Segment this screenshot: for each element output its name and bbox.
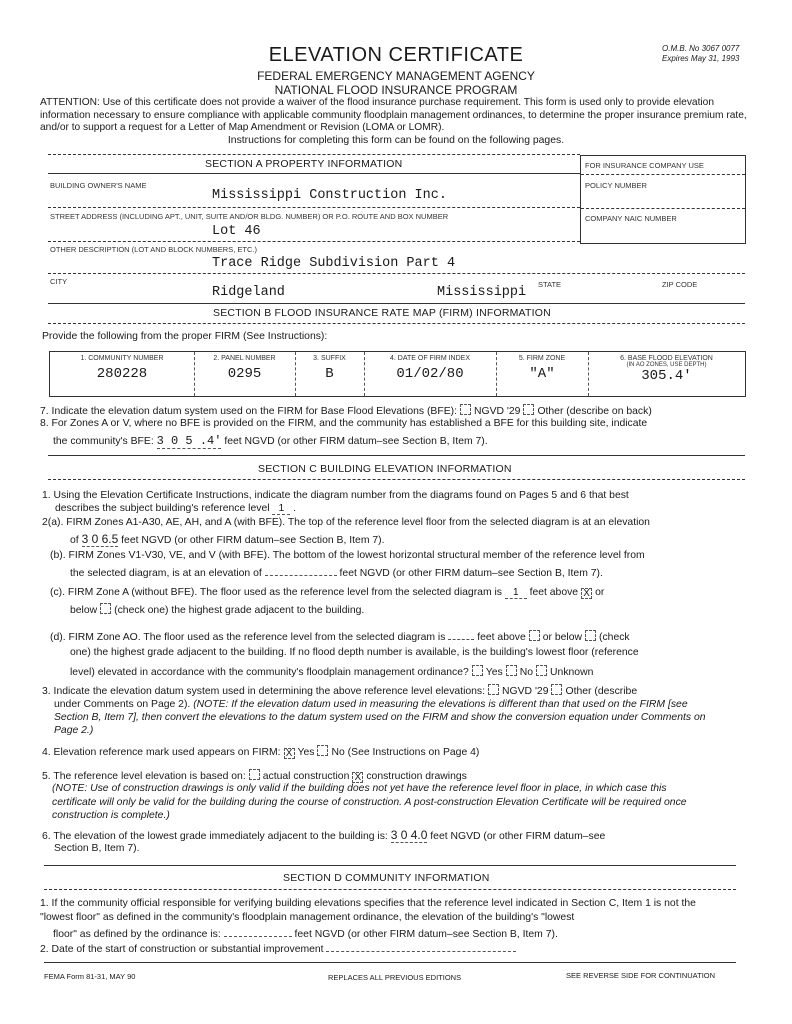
program-name: NATIONAL FLOOD INSURANCE PROGRAM (274, 83, 518, 97)
c-item-2c-tail: (check one) the highest grade adjacent to the building. (114, 605, 365, 616)
replaces-note: REPLACES ALL PREVIOUS EDITIONS (328, 973, 462, 982)
street-address-label: STREET ADDRESS (INCLUDING APT., UNIT, SUITE AND/OR BLDG. NUMBER) OR P.O. ROUTE AND BOX NUMBER (50, 212, 449, 221)
city-label: CITY (50, 277, 68, 286)
ngvd-label: NGVD '29 (473, 406, 521, 417)
continuation-note: SEE REVERSE SIDE FOR CONTINUATION (566, 971, 716, 980)
section-b-title: SECTION B FLOOD INSURANCE RATE MAP (FIRM) INFORMATION (213, 307, 551, 319)
c-item-2d-question: level) elevated in accordance with the community's floodplain management ordinance? (70, 667, 469, 678)
agency-name: FEDERAL EMERGENCY MANAGEMENT AGENCY (257, 69, 535, 83)
item-8-label: the community's BFE: (53, 436, 154, 447)
c-item-1b-text: describes the subject building's reference level (55, 503, 270, 514)
suffix-label: 3. SUFFIX (313, 355, 346, 362)
item-8: 8. For Zones A or V, where no BFE is provided on the FIRM, and the community has established a BFE for this building site, indicate (40, 418, 648, 429)
bfe-label: 6. BASE FLOOD ELEVATION (620, 355, 713, 362)
actual-construction-checkbox[interactable] (249, 769, 260, 780)
firm-info-table (49, 351, 746, 397)
c-item-2c-b (70, 603, 364, 616)
section-a-title: SECTION A PROPERTY INFORMATION (205, 158, 403, 170)
c-item-2c-text: (c). FIRM Zone A (without BFE). The floor used as the reference level from the selected diagram is (50, 587, 502, 598)
divider (48, 273, 745, 274)
c-item-3-text: 3. Indicate the elevation datum system used in determining the above reference level elevations: (42, 686, 486, 697)
suffix-value: B (325, 366, 334, 382)
divider (48, 303, 745, 304)
community-number-cell[interactable] (50, 352, 195, 396)
divider (48, 323, 745, 324)
c-item-1b: describes the subject building's reference level 1 . (55, 503, 296, 514)
c-item-2d-text: (d). FIRM Zone AO. The floor used as the reference level from the selected diagram is (50, 632, 446, 643)
diagram-number-field[interactable]: 1 (272, 503, 290, 515)
ao-below-checkbox[interactable] (585, 630, 596, 641)
d-item-1-tail: feet NGVD (or other FIRM datum–see Section B, Item 7). (294, 929, 558, 940)
naic-number-label: COMPANY NAIC NUMBER (585, 214, 677, 223)
unknown-label: Unknown (550, 667, 594, 678)
d-item-2 (40, 944, 516, 955)
other-datum-label: Other (describe on back) (537, 406, 652, 417)
ao-above-checkbox[interactable] (529, 630, 540, 641)
c-item-2a-b (70, 532, 384, 546)
c-item-2a-tail: feet NGVD (or other FIRM datum–see Section B, Item 7). (121, 535, 385, 546)
yes-checkbox[interactable] (472, 665, 483, 676)
firm-zone-label: 5. FIRM ZONE (518, 355, 566, 362)
d-item-1-b (53, 929, 558, 940)
panel-number-cell[interactable] (194, 352, 296, 396)
actual-construction-label: actual construction (262, 771, 350, 782)
c-item-5-note: (NOTE: Use of construction drawings is only valid if the building does not yet have the reference level floor in place, in which case this certificate will only be valid for the building during the course of construction. A post-construction Elevation Certificate will be required once construction is complete.) (52, 783, 687, 821)
document-title: ELEVATION CERTIFICATE (268, 44, 524, 66)
below-checkbox[interactable] (100, 603, 111, 614)
c-item-2c-above: feet above (529, 587, 579, 598)
other-description-field[interactable]: Trace Ridge Subdivision Part 4 (212, 256, 456, 271)
construction-drawings-label: construction drawings (366, 771, 467, 782)
zone-ao-height-field[interactable] (448, 639, 474, 640)
firm-zone-cell[interactable] (496, 352, 589, 396)
unknown-checkbox[interactable] (536, 665, 547, 676)
c-item-2c (50, 587, 604, 599)
c-item-6-tail: feet NGVD (or other FIRM datum–see (430, 831, 606, 842)
owner-name-label: BUILDING OWNER'S NAME (50, 181, 147, 190)
lowest-floor-elevation-field[interactable] (224, 936, 292, 937)
c-item-6-b: Section B, Item 7). (54, 843, 140, 854)
c-item-2d-check: (check (599, 632, 630, 643)
c-item-2d (50, 630, 630, 643)
d-item-1-label: floor" as defined by the ordinance is: (53, 929, 221, 940)
other-datum-checkbox[interactable] (523, 404, 534, 415)
firm-zone-value: "A" (529, 366, 555, 382)
c-other-checkbox[interactable] (551, 684, 562, 695)
c-item-3-note (54, 698, 714, 737)
c-item-2b-text: the selected diagram, is at an elevation of (70, 568, 262, 579)
firm-date-label: 4. DATE OF FIRM INDEX (390, 355, 470, 362)
c-item-3 (42, 684, 637, 697)
item-8-bfe (53, 434, 488, 448)
c-item-6 (42, 828, 605, 842)
omb-number (662, 44, 739, 64)
firm-date-value: 01/02/80 (396, 366, 464, 382)
bfe-value: 305.4' (641, 368, 692, 384)
insurance-box-title: FOR INSURANCE COMPANY USE (585, 161, 704, 170)
bfe-sublabel: (IN AO ZONES, USE DEPTH) (626, 362, 707, 368)
c-item-2a: 2(a). FIRM Zones A1-A30, AE, AH, and A (with BFE). The top of the reference level floor from the selected diagram is at an elevation (42, 517, 650, 528)
construction-date-field[interactable] (326, 951, 516, 952)
firm-date-cell[interactable] (364, 352, 497, 396)
divider (581, 174, 745, 175)
c-item-4-tail: (See Instructions on Page 4) (347, 747, 480, 758)
c-item-2d-above: feet above (477, 632, 526, 643)
panel-number-value: 0295 (227, 366, 262, 382)
item-7 (40, 404, 652, 417)
c-item-2b: (b). FIRM Zones V1-V30, VE, and V (with BFE). The bottom of the lowest horizontal structural member of the reference level from (50, 550, 645, 561)
c-other-label: Other (describe (565, 686, 638, 697)
c-item-2d-below: or below (542, 632, 583, 643)
item-7-text: 7. Indicate the elevation datum system used on the FIRM for Base Flood Elevations (BFE): (40, 406, 457, 417)
c-item-2b-tail: feet NGVD (or other FIRM datum–see Section B, Item 7). (339, 568, 603, 579)
ref-mark-yes-checkbox-checked[interactable]: X (284, 748, 295, 759)
c-ngvd-label: NGVD '29 (502, 686, 549, 697)
divider (48, 479, 745, 480)
divider (48, 207, 580, 208)
instructions-note: Instructions for completing this form can be found on the following pages. (227, 135, 565, 146)
divider (48, 455, 745, 456)
base-flood-elevation-cell[interactable] (588, 352, 745, 396)
expiry-text: Expires May 31, 1993 (662, 54, 740, 63)
c-item-4-text: 4. Elevation reference mark used appears on FIRM: (42, 747, 281, 758)
above-checkbox-checked[interactable]: X (581, 588, 592, 599)
construction-drawings-checkbox-checked[interactable]: X (352, 772, 363, 783)
c-item-2d-c (70, 665, 593, 678)
no-label: No (519, 667, 534, 678)
divider (581, 208, 745, 209)
section-c-title: SECTION C BUILDING ELEVATION INFORMATION (258, 463, 512, 475)
d-item-1: 1. If the community official responsible for verifying building elevations specifies that the reference level indicated in Section C, Item 1 is not the "lowest floor" as defined in the community's floodplain management ordinance, the elevation of the building's "lowest (40, 898, 696, 923)
form-number: FEMA Form 81-31, MAY 90 (44, 972, 136, 981)
c-item-3-comments: under Comments on Page 2). (54, 699, 191, 710)
ref-mark-no-checkbox[interactable] (317, 745, 328, 756)
provide-instruction: Provide the following from the proper FIRM (See Instructions): (42, 331, 328, 342)
c-item-5 (42, 769, 467, 783)
community-number-value: 280228 (96, 366, 148, 382)
community-number-label: 1. COMMUNITY NUMBER (80, 355, 164, 362)
section-d-title: SECTION D COMMUNITY INFORMATION (283, 872, 490, 884)
c-item-3-note-text: (NOTE: If the elevation datum used in measuring the elevations is different than that used on the FIRM [see Section B, Item 7], then convert the elevations to the datum system used on the FIRM and show the conversion equation under Comments on Page 2.) (54, 699, 706, 736)
community-bfe-field[interactable]: 3 0 5 .4' (156, 434, 222, 448)
ngvd-checkbox[interactable] (460, 404, 471, 415)
divider (48, 241, 580, 242)
zip-code-label: ZIP CODE (662, 280, 698, 289)
c-item-4 (42, 745, 479, 759)
c-item-2c-below: below (70, 605, 98, 616)
policy-number-label: POLICY NUMBER (585, 181, 647, 190)
divider (48, 173, 580, 174)
c-item-2a-of: of (70, 535, 79, 546)
state-label: STATE (538, 280, 562, 289)
d-item-2-text: 2. Date of the start of construction or substantial improvement (40, 944, 324, 955)
owner-name-field[interactable]: Mississippi Construction Inc. (212, 188, 447, 203)
c-item-2c-or: or (595, 587, 605, 598)
yes-label: Yes (485, 667, 503, 678)
street-address-field[interactable]: Lot 46 (212, 224, 261, 239)
divider (44, 962, 736, 963)
item-8-tail: feet NGVD (or other FIRM datum–see Section B, Item 7). (224, 436, 488, 447)
divider (44, 865, 736, 866)
city-field[interactable]: Ridgeland (212, 285, 285, 300)
c-item-1: 1. Using the Elevation Certificate Instructions, indicate the diagram number from the diagrams found on Pages 5 and 6 that best (42, 490, 629, 501)
panel-number-label: 2. PANEL NUMBER (213, 355, 276, 362)
attention-paragraph: ATTENTION: Use of this certificate does not provide a waiver of the flood insurance purchase requirement. This form is used only to provide elevation information necessary to ensure compliance with applicable community floodplain management ordinances, to determine the proper insurance premium rate, and/or to support a request for a Letter of Map Amendment or Revision (LOMA or LOMR). (40, 97, 747, 133)
zone-a-height-field[interactable]: 1 (505, 587, 527, 599)
divider (44, 889, 736, 890)
insurance-company-box (580, 155, 746, 244)
c-ngvd-checkbox[interactable] (488, 684, 499, 695)
ref-mark-yes-label: Yes (297, 747, 315, 758)
c-item-6-text: 6. The elevation of the lowest grade immediately adjacent to the building is: (42, 831, 388, 842)
suffix-cell[interactable] (295, 352, 365, 396)
other-description-label: OTHER DESCRIPTION (LOT AND BLOCK NUMBERS, ETC.) (50, 245, 257, 254)
c-item-2b-b (70, 568, 603, 579)
ref-mark-no-label: No (331, 747, 345, 758)
no-checkbox[interactable] (506, 665, 517, 676)
c-item-2d-b: one) the highest grade adjacent to the building. If no flood depth number is available, is the building's lowest floor (reference (70, 647, 639, 658)
lowest-grade-elevation-field[interactable]: 3 0 4.0 (390, 828, 428, 842)
reference-floor-elevation-field[interactable]: 3 0 6.5 (81, 532, 119, 546)
v-zone-elevation-field[interactable] (265, 575, 337, 576)
c-item-5-text: 5. The reference level elevation is based on: (42, 771, 246, 782)
state-field[interactable]: Mississippi (437, 285, 527, 300)
divider (48, 154, 580, 155)
omb-text: O.M.B. No 3067 0077 (662, 44, 740, 53)
